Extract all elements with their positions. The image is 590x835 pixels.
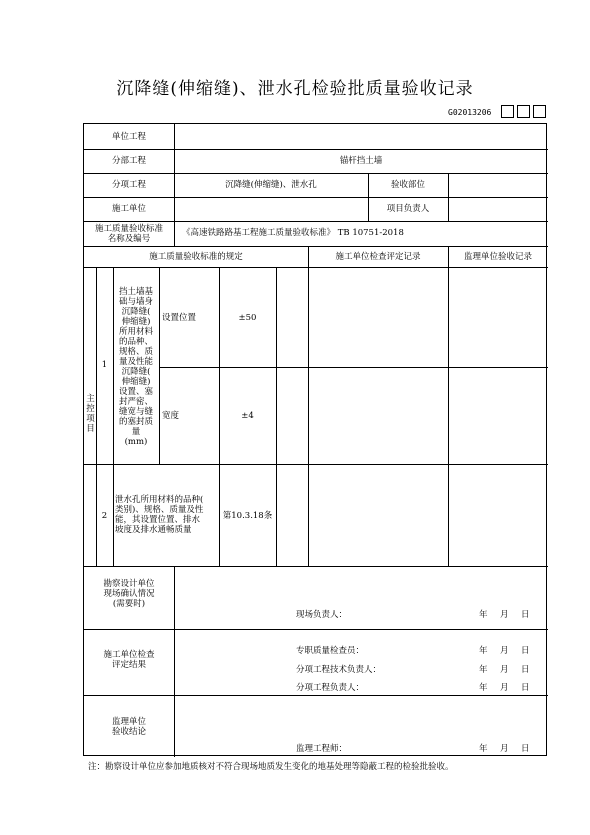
check-record-header: 施工单位检查评定记录 [335, 252, 421, 262]
survey-label-line: 勘察设计单位 [103, 579, 155, 589]
main-items-label-line: 项 [86, 414, 95, 424]
item1-description [113, 287, 159, 447]
check-year-2: 年 [479, 665, 488, 675]
check-day-3: 日 [521, 683, 530, 693]
item1-description-line: 缝宽与缝 [118, 407, 153, 417]
item1-sub2-name: 宽度 [162, 411, 180, 421]
item2-description-line: 类别)、规格、质量及性 [115, 505, 204, 515]
footnote: 注：勘察设计单位应参加地质核对不符合现场地质发生变化的地基处理等隐蔽工程的检验批验收。 [88, 762, 454, 772]
item1-description-line: 量 [131, 427, 141, 437]
survey-signer: 现场负责人： [296, 610, 348, 620]
supervision-label [84, 717, 174, 737]
form-code: G02013206 [448, 108, 492, 117]
construction-check-label-line: 评定结果 [111, 660, 146, 670]
check-day-2: 日 [521, 665, 530, 675]
acceptance-part-label: 验收部位 [390, 180, 425, 190]
item2-description-line: 能，其设置位置、排水 [115, 515, 201, 525]
division-project-label: 分部工程 [111, 156, 146, 166]
supervision-label-line: 验收结论 [111, 727, 146, 737]
main-items-label-line: 主 [86, 394, 95, 404]
item1-description-line: 础与墙身 [118, 297, 153, 307]
main-items-label [85, 394, 96, 434]
acceptance-form [83, 123, 547, 756]
check-day-1: 日 [521, 646, 530, 656]
item1-description-line: 沉降缝( [121, 367, 151, 377]
item2-description [115, 495, 219, 535]
check-signer-1: 专职质量检查员： [296, 646, 365, 656]
item1-description-line: 的塞封质 [118, 417, 153, 427]
survey-year: 年 [479, 610, 488, 620]
item2-description-line: 泄水孔所用材料的品种( [115, 495, 204, 505]
item1-sub2-value: ±4 [241, 411, 254, 421]
item1-description-line: 的品种、 [118, 337, 153, 347]
item1-description-line: 量及性能 [118, 357, 153, 367]
standard-label [84, 224, 174, 244]
code-box-2 [517, 105, 530, 118]
document-title: 沉降缝(伸缩缝)、泄水孔检验批质量验收记录 [116, 79, 474, 99]
standard-label-line2: 名称及编号 [107, 234, 151, 244]
standard-value: 《高速铁路路基工程施工质量验收标准》 TB 10751-2018 [182, 228, 404, 238]
item2-number: 2 [101, 511, 108, 521]
item1-description-line: 伸缩缝) [121, 317, 151, 327]
code-box-3 [533, 105, 546, 118]
item1-number: 1 [101, 360, 108, 370]
check-signer-2: 分项工程技术负责人： [296, 665, 382, 675]
supervision-month: 月 [500, 744, 509, 754]
item1-description-line: 挡土墙基 [118, 287, 153, 297]
unit-project-label: 单位工程 [111, 132, 146, 142]
item1-description-line: 所用材料 [118, 327, 153, 337]
survey-label-line: 现场确认情况 [103, 589, 155, 599]
check-month-2: 月 [500, 665, 509, 675]
survey-day: 日 [521, 610, 530, 620]
check-signer-3: 分项工程负责人： [296, 683, 365, 693]
check-month-3: 月 [500, 683, 509, 693]
item2-description-line: 坡度及排水通畅质量 [115, 525, 192, 535]
sub-item-project-value: 沉降缝(伸缩缝)、泄水孔 [225, 180, 317, 190]
item1-sub1-value: ±50 [238, 313, 257, 323]
check-year-1: 年 [479, 646, 488, 656]
item2-clause: 第10.3.18条 [222, 511, 273, 521]
supervision-day: 日 [521, 744, 530, 754]
item1-description-line: 规格、质 [118, 347, 153, 357]
supervision-record-header: 监理单位验收记录 [463, 252, 532, 262]
supervision-label-line: 监理单位 [111, 717, 146, 727]
code-box-1 [501, 105, 514, 118]
supervision-year: 年 [479, 744, 488, 754]
standard-label-line1: 施工质量验收标准 [94, 224, 163, 234]
main-items-label-line: 控 [86, 404, 95, 414]
survey-label-line: (需要时) [112, 599, 146, 609]
item1-description-line: 封严密、 [118, 397, 153, 407]
item1-description-line: 伸缩缝) [121, 377, 151, 387]
construction-unit-label: 施工单位 [111, 204, 146, 214]
sub-item-project-label: 分项工程 [111, 180, 146, 190]
survey-month: 月 [500, 610, 509, 620]
project-leader-label: 项目负责人 [386, 204, 430, 214]
item1-description-line: 设置、塞 [118, 387, 153, 397]
spec-header: 施工质量验收标准的规定 [149, 252, 243, 262]
main-items-label-line: 目 [86, 424, 95, 434]
construction-check-label [84, 650, 174, 670]
division-project-value: 锚杆挡土墙 [339, 156, 383, 166]
item1-sub1-name: 设置位置 [162, 313, 197, 323]
check-year-3: 年 [479, 683, 488, 693]
survey-label [84, 579, 174, 609]
check-month-1: 月 [500, 646, 509, 656]
item1-description-line: 沉降缝( [121, 307, 151, 317]
item1-description-line: (mm) [124, 437, 148, 447]
supervision-signer: 监理工程师： [296, 744, 348, 754]
construction-check-label-line: 施工单位检查 [103, 650, 155, 660]
